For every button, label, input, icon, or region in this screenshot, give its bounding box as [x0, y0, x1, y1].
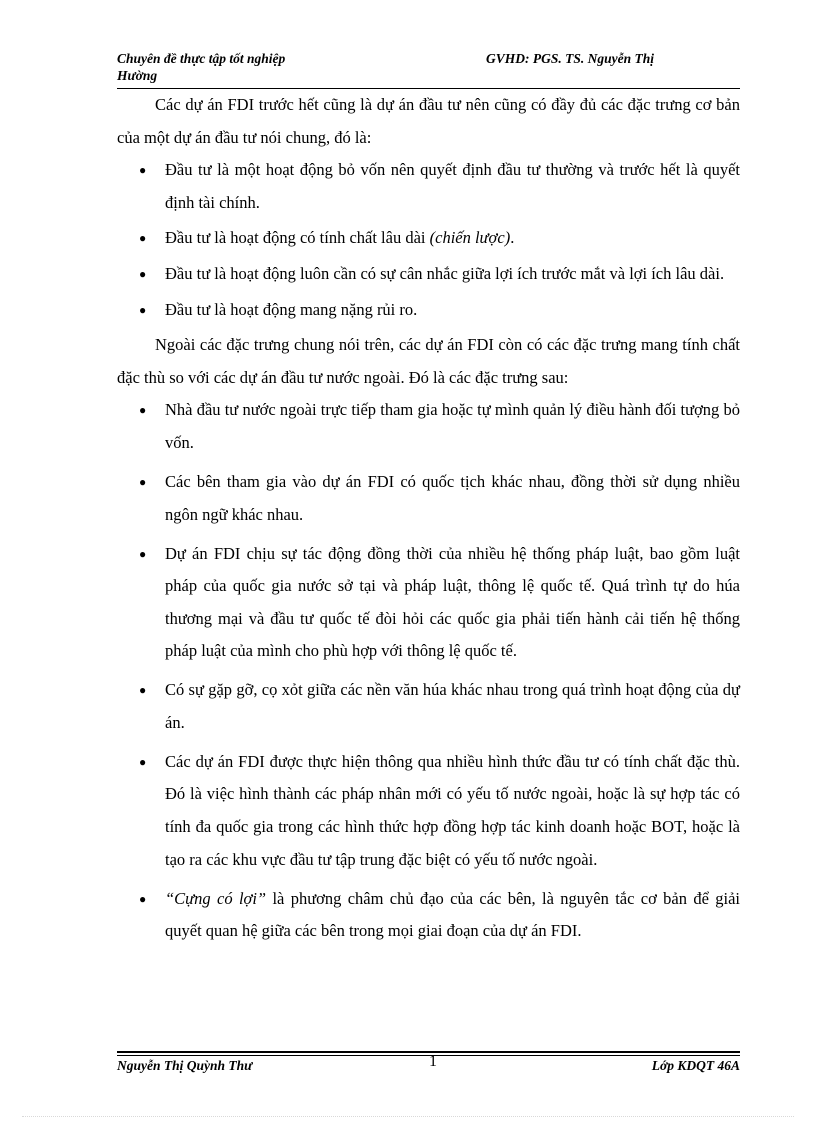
page-header: [117, 50, 740, 88]
list-item: ● “Cựng có lợi” là phương châm chủ đạo của các bên, là nguyên tắc cơ bản để giải quyết quan hệ giữa các bên trong mọi giai đoạn của dự án FDI.: [117, 883, 740, 948]
italic-note: (chiến lược): [429, 228, 511, 248]
bullet-icon: ●: [139, 266, 147, 281]
bullet-icon: ●: [139, 163, 147, 178]
page-footer: [117, 1053, 740, 1076]
bullet-icon: ●: [139, 474, 147, 489]
header-left: [117, 50, 437, 84]
page-number: 1: [429, 1053, 437, 1070]
footer-class: Lớp KDQT 46A: [651, 1058, 740, 1073]
intro-paragraph: Các dự án FDI trước hết cũng là dự án đầu tư nên cũng có đầy đủ các đặc trưng cơ bản của một dự án đầu tư nói chung, đó là:: [117, 95, 740, 147]
bullet-icon: ●: [139, 683, 147, 698]
list-item: ● Đầu tư là hoạt động luôn cần có sự cân nhắc giữa lợi ích trước mắt và lợi ích lâu dài.: [117, 258, 740, 291]
list-item: ● Các bên tham gia vào dự án FDI có quốc tịch khác nhau, đồng thời sử dụng nhiều ngôn ngữ khác nhau.: [117, 466, 740, 531]
header-right-advisor: GVHD: PGS. TS. Nguyễn Thị: [486, 51, 655, 66]
list-item: ● Đầu tư là hoạt động có tính chất lâu dài (chiến lược).: [117, 222, 740, 255]
list-item: ● Nhà đầu tư nước ngoài trực tiếp tham gia hoặc tự mình quản lý điều hành đối tượng bỏ vốn.: [117, 394, 740, 459]
page-edge-divider: [22, 1116, 794, 1117]
list-item: ● Đầu tư là một hoạt động bỏ vốn nên quyết định đầu tư thường và trước hết là quyết định tài chính.: [117, 154, 740, 219]
footer-author: Nguyễn Thị Quỳnh Thư: [117, 1058, 253, 1073]
basic-characteristics-list: [117, 154, 740, 326]
list-item: ● Đầu tư là hoạt động mang nặng rủi ro.: [117, 294, 740, 327]
italic-quote: “Cựng có lợi”: [165, 888, 267, 908]
document-body: [117, 89, 740, 954]
header-left-continued: Hường: [117, 68, 158, 83]
list-item: ● Các dự án FDI được thực hiện thông qua nhiều hình thức đầu tư có tính chất đặc thù. Đó là việc hình thành các pháp nhân mới có yếu tố nước ngoài, hoặc là sự hợp tác có tính đa quốc gia trong các hình thức hợp đồng hợp tác kinh doanh hoặc BOT, hoặc là tạo ra các khu vực đầu tư tập trung đặc biệt có yếu tố nước ngoài.: [117, 746, 740, 876]
bullet-icon: ●: [139, 302, 147, 317]
second-paragraph: Ngoài các đặc trưng chung nói trên, các dự án FDI còn có các đặc trưng mang tính chất đặc thù so với các dự án đầu tư nước ngoài. Đó là các đặc trưng sau:: [117, 335, 740, 387]
bullet-icon: ●: [139, 754, 147, 769]
bullet-icon: ●: [139, 891, 147, 906]
fdi-characteristics-list: [117, 394, 740, 947]
list-item: ● Có sự gặp gỡ, cọ xỏt giữa các nền văn húa khác nhau trong quá trình hoạt động của dự án.: [117, 674, 740, 739]
header-left-title: Chuyên đề thực tập tốt nghiệp: [117, 51, 286, 66]
bullet-icon: ●: [139, 546, 147, 561]
list-item: ● Dự án FDI chịu sự tác động đồng thời của nhiều hệ thống pháp luật, bao gồm luật pháp của quốc gia nước sở tại và pháp luật, thông lệ quốc tế. Quá trình tự do húa thương mại và đầu tư quốc tế đòi hỏi các quốc gia phải tiến hành cải tiến hệ thống pháp luật của mình cho phù hợp với thông lệ quốc tế.: [117, 538, 740, 668]
bullet-icon: ●: [139, 231, 147, 246]
bullet-icon: ●: [139, 403, 147, 418]
